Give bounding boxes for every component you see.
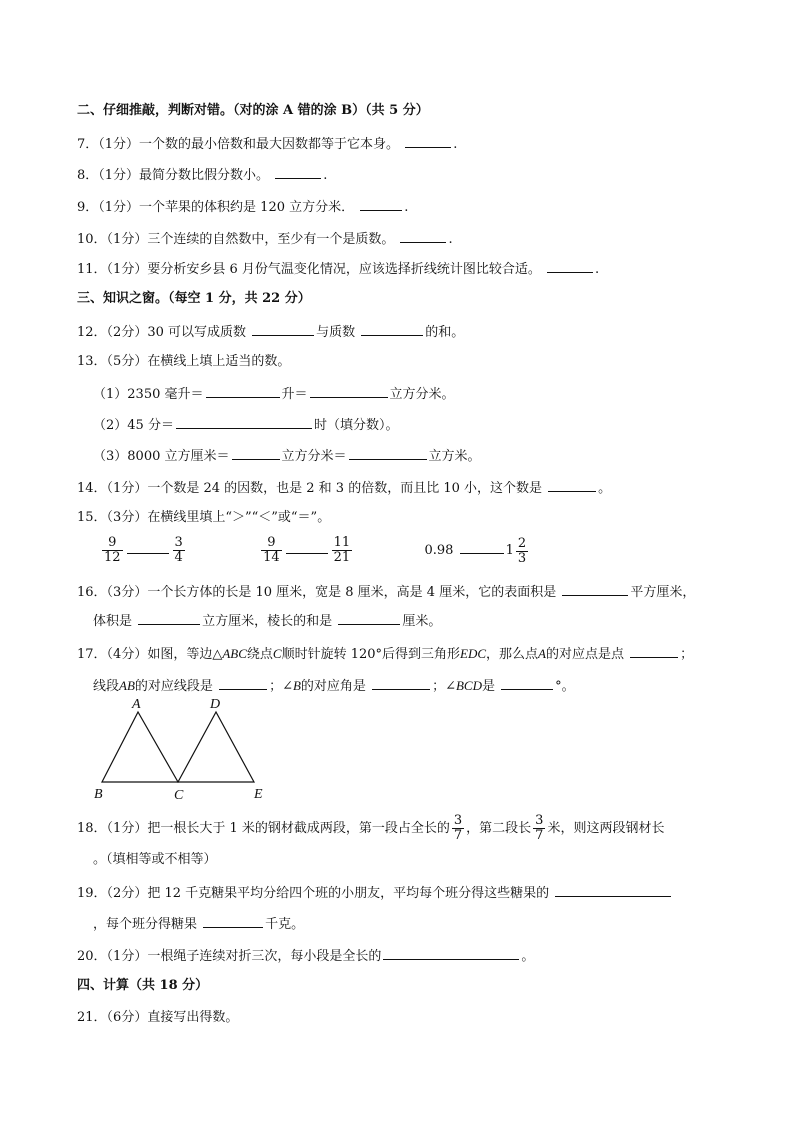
- answer-blank[interactable]: [547, 258, 593, 273]
- part-text: （1）2350 毫升＝: [93, 387, 204, 402]
- label-a: A: [132, 698, 141, 712]
- question-19: [77, 882, 673, 904]
- answer-blank[interactable]: [203, 913, 263, 928]
- question-11-text: 11．（1分）要分析安乡县 6 月份气温变化情况，应该选择折线统计图比较合适。: [77, 262, 541, 277]
- question-8: [77, 164, 327, 186]
- question-19-text: ，每个班分得糖果: [93, 917, 198, 932]
- answer-blank[interactable]: [360, 196, 402, 211]
- answer-blank[interactable]: [405, 133, 451, 148]
- answer-blank[interactable]: [349, 445, 427, 460]
- question-17: [77, 643, 693, 665]
- angle-name: BCD: [455, 678, 482, 693]
- question-20-text: 20．（1分）一根绳子连续对折三次，每小段是全长的: [77, 949, 382, 964]
- mixed-number: 1 $\frac{2}{3}$: [505, 535, 527, 566]
- question-12-text: 与质数: [316, 325, 356, 340]
- answer-blank[interactable]: [460, 539, 504, 554]
- fraction: $\frac{11}{21}$: [333, 535, 351, 565]
- label-b: B: [94, 787, 103, 802]
- answer-blank[interactable]: [548, 477, 596, 492]
- answer-blank[interactable]: [252, 321, 314, 336]
- question-12-text: 12．（2分）30 可以写成质数: [77, 325, 246, 340]
- period: .: [323, 168, 328, 183]
- answer-blank[interactable]: [338, 610, 400, 625]
- answer-blank[interactable]: [127, 539, 169, 554]
- question-14-text: 14．（1分）一个数是 24 的因数，也是 2 和 3 的倍数，而且比 10 小，这个数是: [77, 481, 542, 496]
- answer-blank[interactable]: [372, 675, 430, 690]
- question-16-line-2: [93, 610, 441, 632]
- question-13: 13．（5分）在横线上填上适当的数。: [77, 354, 291, 369]
- question-9-text: 9．（1分）一个苹果的体积约是 120 立方分米．: [77, 200, 355, 215]
- question-17-text: ；∠: [269, 679, 293, 694]
- answer-blank[interactable]: [501, 675, 553, 690]
- segment-name: AB: [119, 678, 135, 693]
- answer-blank[interactable]: [361, 321, 423, 336]
- answer-blank[interactable]: [630, 643, 678, 658]
- question-18: [77, 814, 664, 843]
- answer-blank[interactable]: [206, 383, 280, 398]
- decimal-value: 0.98: [424, 543, 454, 558]
- answer-blank[interactable]: [286, 539, 328, 554]
- question-19-line-2: [93, 913, 304, 935]
- question-12-text: 的和。: [425, 325, 465, 340]
- question-13-part-2: [93, 414, 398, 436]
- triangle-name: ABC: [222, 646, 247, 661]
- fraction: $\frac{3}{7}$: [535, 813, 544, 843]
- period: .: [595, 262, 600, 277]
- part-text: 立方米。: [428, 449, 481, 464]
- point-name: A: [538, 646, 546, 661]
- answer-blank[interactable]: [176, 414, 312, 429]
- question-17-text: 顺时针旋转 120°后得到三角形: [281, 647, 461, 662]
- answer-blank[interactable]: [138, 610, 200, 625]
- fraction: $\frac{9}{12}$: [104, 535, 121, 565]
- question-17-text: 是: [481, 679, 495, 694]
- question-16-text: 立方厘米，棱长的和是: [202, 614, 333, 629]
- question-10: [77, 228, 453, 250]
- question-21: 21．（6分）直接写出得数。: [77, 1010, 239, 1025]
- question-19-text: 千克。: [265, 917, 305, 932]
- question-17-text: 的对应线段是: [134, 679, 213, 694]
- angle-name: B: [292, 678, 301, 693]
- question-17-text: ，那么点: [486, 647, 539, 662]
- section-heading-4: 四、计算（共 18 分）: [77, 978, 209, 993]
- question-16-text: 体积是: [93, 614, 133, 629]
- part-text: （2）45 分＝: [93, 418, 174, 433]
- question-14: [77, 477, 611, 499]
- question-7-text: 7．（1分）一个数的最小倍数和最大因数都等于它本身。: [77, 137, 400, 152]
- answer-blank[interactable]: [310, 383, 388, 398]
- period: .: [453, 137, 458, 152]
- period: .: [448, 232, 453, 247]
- punctuation: ；: [680, 647, 694, 662]
- question-15: 15．（3分）在横线里填上“＞”“＜”或“＝”。: [77, 510, 331, 525]
- question-18-text: 米，则这两段钢材长: [547, 821, 665, 836]
- question-17-text: 的对应点是点: [545, 647, 624, 662]
- part-text: 立方分米。: [389, 387, 455, 402]
- question-11: [77, 258, 599, 280]
- answer-blank[interactable]: [232, 445, 280, 460]
- triangle-abc: [102, 712, 178, 782]
- question-20: [77, 945, 534, 967]
- question-17-line-2: [93, 675, 575, 697]
- label-e: E: [254, 787, 263, 802]
- rotation-figure: [92, 698, 272, 804]
- question-17-text: ；∠: [432, 679, 456, 694]
- question-15-comparisons: [100, 534, 530, 568]
- part-text: （3）8000 立方厘米＝: [93, 449, 230, 464]
- section-heading-2: 二、仔细推敲，判断对错。（对的涂 A 错的涂 B）（共 5 分）: [77, 103, 429, 118]
- fraction: $\frac{3}{4}$: [174, 535, 183, 565]
- answer-blank[interactable]: [555, 882, 671, 897]
- fraction: $\frac{3}{7}$: [453, 813, 463, 843]
- question-18-text: 18．（1分）把一根长大于 1 米的钢材截成两段，第一段占全长的: [77, 821, 450, 836]
- answer-blank[interactable]: [562, 581, 628, 596]
- question-19-text: 19．（2分）把 12 千克糖果平均分给四个班的小朋友，平均每个班分得这些糖果的: [77, 886, 550, 901]
- part-text: 立方分米＝: [281, 449, 347, 464]
- triangle-edc: [178, 712, 254, 782]
- answer-blank[interactable]: [400, 228, 446, 243]
- answer-blank[interactable]: [219, 675, 267, 690]
- question-17-text: °。: [555, 679, 575, 694]
- question-13-part-1: [93, 383, 455, 405]
- question-16-text: 厘米。: [402, 614, 442, 629]
- question-18-line-2: 。（填相等或不相等）: [93, 852, 217, 867]
- question-17-text: 的对应角是: [300, 679, 366, 694]
- point-name: C: [272, 646, 282, 661]
- fraction: $\frac{9}{14}$: [263, 535, 280, 565]
- question-17-text: 17．（4分）如图，等边△: [77, 647, 223, 662]
- answer-blank[interactable]: [275, 164, 321, 179]
- section-heading-3: 三、知识之窗。（每空 1 分，共 22 分）: [77, 291, 311, 306]
- question-13-part-3: [93, 445, 481, 467]
- label-c: C: [174, 788, 184, 803]
- question-9: [77, 196, 408, 218]
- answer-blank[interactable]: [383, 945, 519, 960]
- question-17-text: 绕点: [246, 647, 273, 662]
- part-text: 升＝: [281, 387, 308, 402]
- triangle-name: EDC: [460, 646, 487, 661]
- period: .: [404, 200, 409, 215]
- period: 。: [521, 949, 535, 964]
- question-16-text: 平方厘米，: [630, 585, 696, 600]
- question-10-text: 10．（1分）三个连续的自然数中，至少有一个是质数。: [77, 232, 395, 247]
- question-16-text: 16．（3分）一个长方体的长是 10 厘米，宽是 8 厘米，高是 4 厘米，它的表面积是: [77, 585, 557, 600]
- part-text: 时（填分数）。: [313, 418, 399, 433]
- question-17-text: 线段: [93, 679, 120, 694]
- question-7: [77, 133, 457, 155]
- period: 。: [598, 481, 612, 496]
- question-8-text: 8．（1分）最简分数比假分数小。: [77, 168, 270, 183]
- question-12: [77, 321, 464, 343]
- question-18-text: ，第二段长: [466, 821, 532, 836]
- question-16: [77, 581, 695, 603]
- label-d: D: [210, 698, 221, 712]
